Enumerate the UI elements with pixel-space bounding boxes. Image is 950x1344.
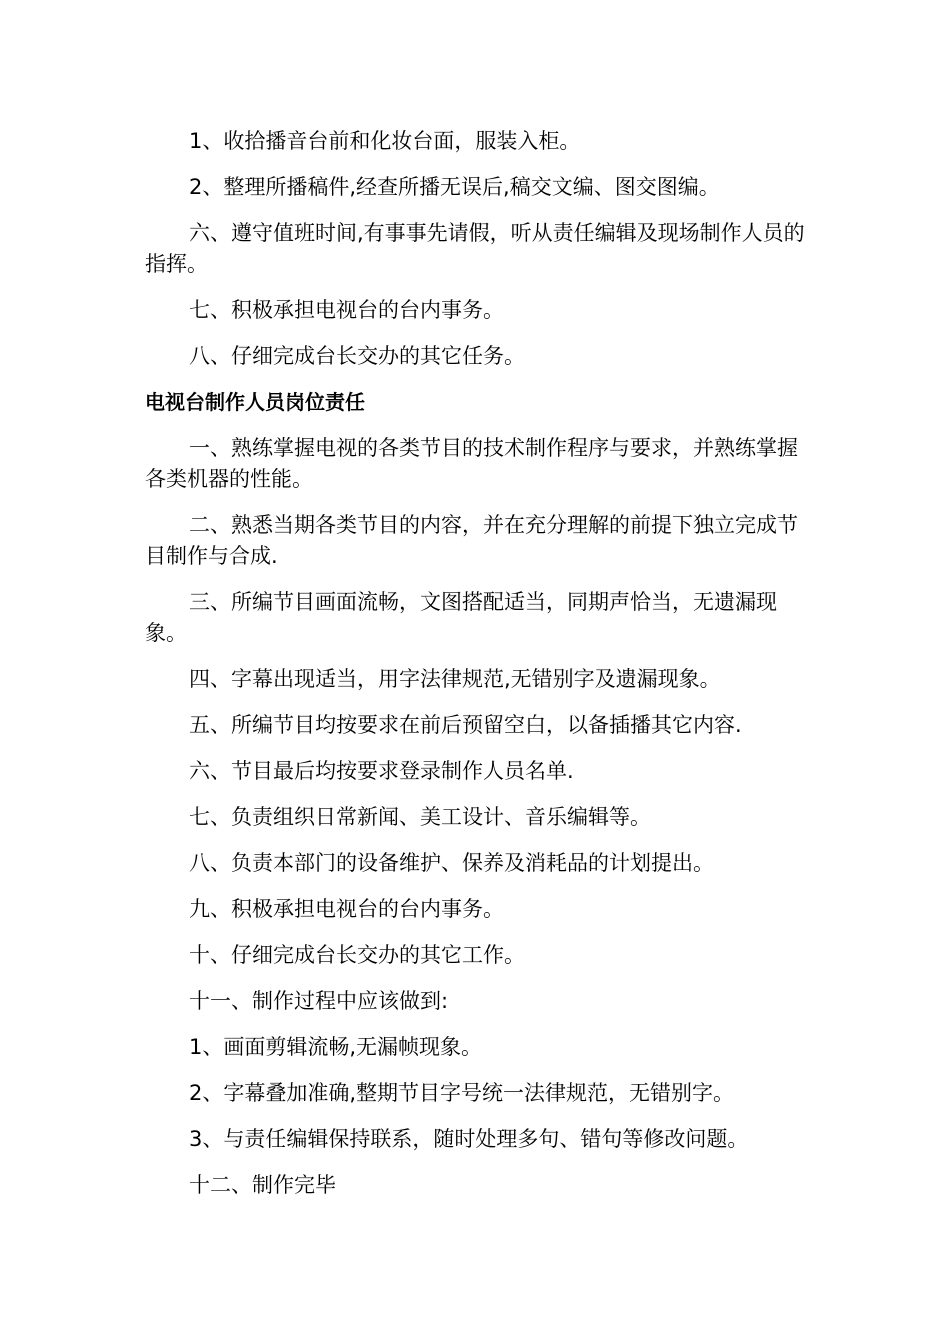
- duty-item-1: 一、熟练掌握电视的各类节目的技术制作程序与要求，并熟练掌握各类机器的性能。: [145, 436, 798, 491]
- duty-item-5: 五、所编节目均按要求在前后预留空白，以备插播其它内容.: [189, 713, 742, 737]
- section-heading: 电视台制作人员岗位责任: [145, 390, 365, 414]
- duty-item-3: 三、所编节目画面流畅，文图搭配适当，同期声恰当，无遗漏现象。: [145, 590, 777, 645]
- paragraph-1: 1、收拾播音台前和化妆台面，服装入柜。: [189, 129, 581, 153]
- duty-item-4: 四、字幕出现适当，用字法律规范,无错别字及遗漏现象。: [189, 667, 721, 691]
- duty-item-6: 六、节目最后均按要求登录制作人员名单.: [189, 759, 574, 783]
- duty-item-12: 十二、制作完毕: [189, 1173, 336, 1197]
- paragraph-2: 2、整理所播稿件,经查所播无误后,稿交文编、图交图编。: [189, 175, 720, 199]
- duty-item-2: 二、熟悉当期各类节目的内容，并在充分理解的前提下独立完成节目制作与合成.: [145, 513, 798, 568]
- duty-item-8: 八、负责本部门的设备维护、保养及消耗品的计划提出。: [189, 851, 714, 875]
- sub-item-3: 3、与责任编辑保持联系，随时处理多句、错句等修改问题。: [189, 1127, 749, 1151]
- duty-item-11: 十一、制作过程中应该做到:: [189, 989, 449, 1013]
- document-body: [145, 126, 805, 1201]
- duty-item-7: 七、负责组织日常新闻、美工设计、音乐编辑等。: [189, 805, 651, 829]
- duty-item-9: 九、积极承担电视台的台内事务。: [189, 897, 504, 921]
- paragraph-3: 六、遵守值班时间,有事事先请假，听从责任编辑及现场制作人员的指挥。: [145, 221, 805, 276]
- paragraph-4: 七、积极承担电视台的台内事务。: [189, 298, 504, 322]
- paragraph-5: 八、仔细完成台长交办的其它任务。: [189, 344, 525, 368]
- sub-item-1: 1、画面剪辑流畅,无漏帧现象。: [189, 1035, 483, 1059]
- duty-item-10: 十、仔细完成台长交办的其它工作。: [189, 943, 525, 967]
- sub-item-2: 2、字幕叠加准确,整期节目字号统一法律规范，无错别字。: [189, 1081, 735, 1105]
